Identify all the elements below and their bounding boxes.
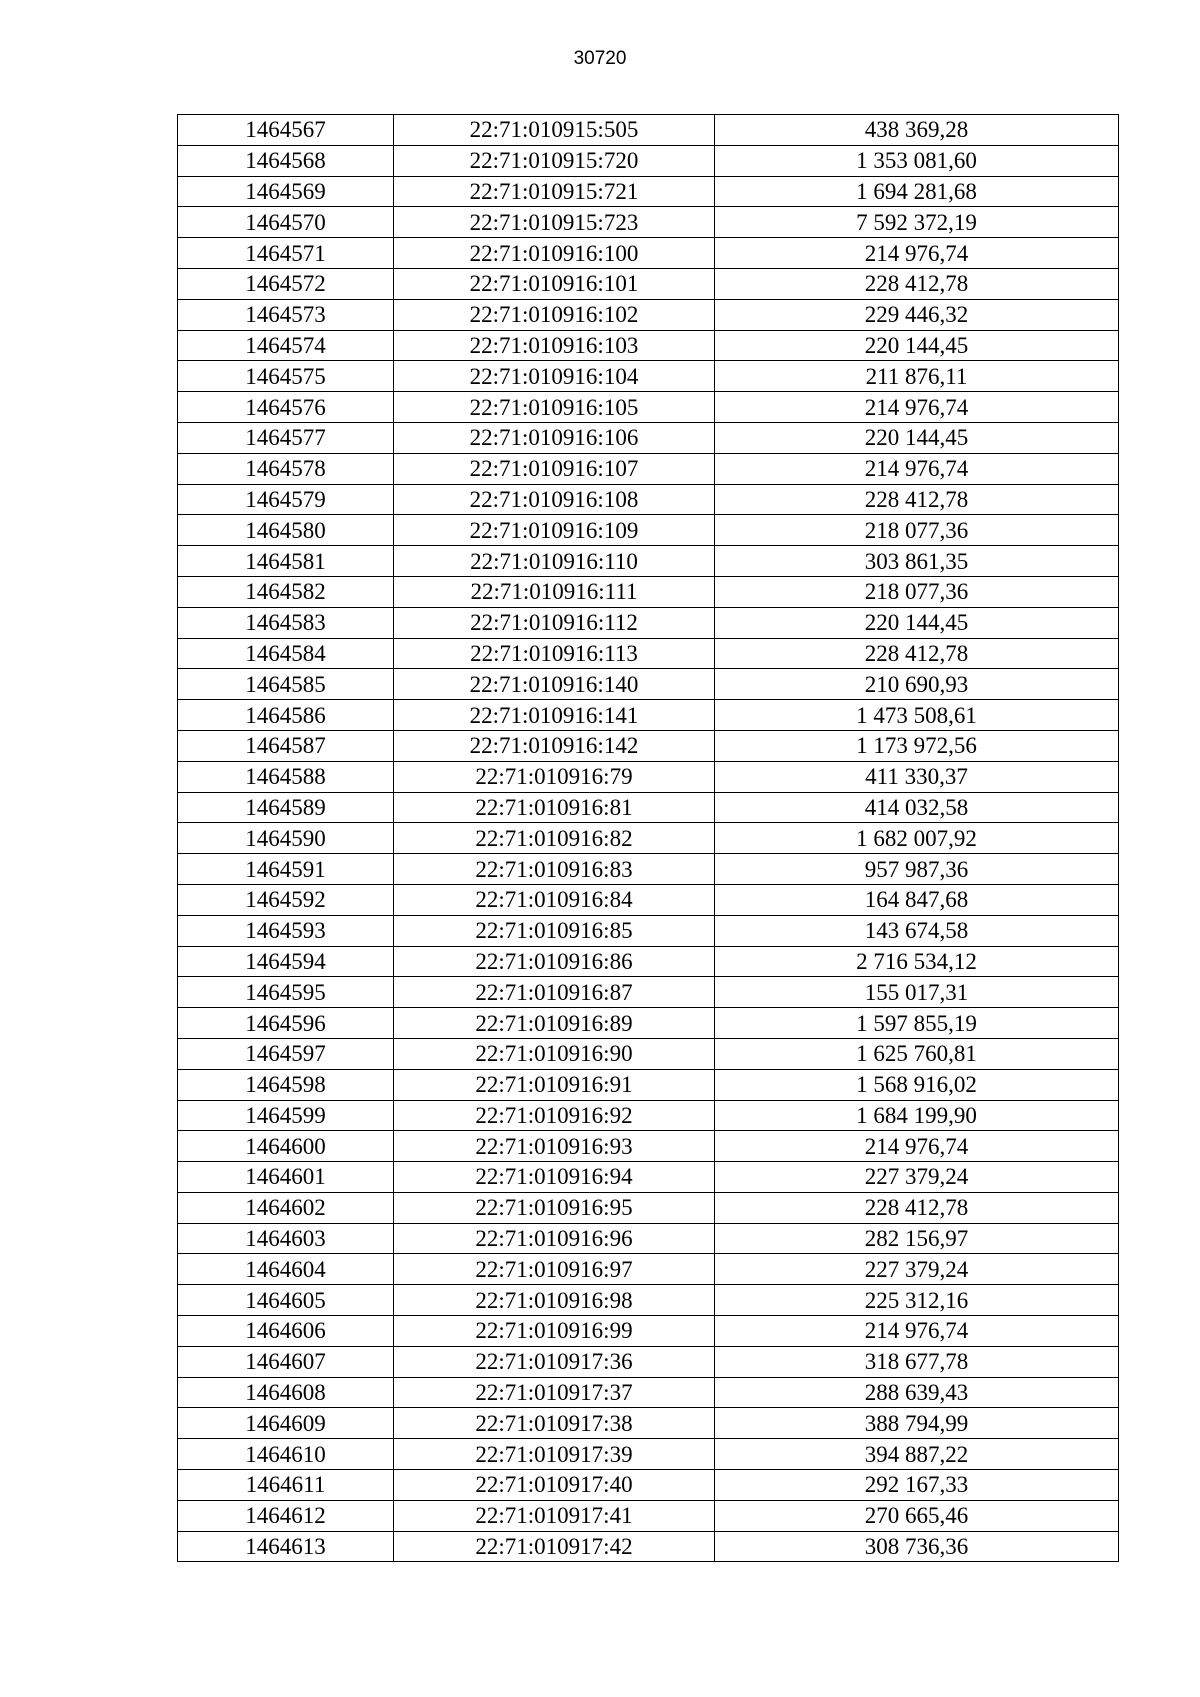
cadastral-value-cell: 143 674,58 bbox=[715, 915, 1119, 946]
cadastral-value-cell: 411 330,37 bbox=[715, 761, 1119, 792]
cadastral-number-cell: 22:71:010916:140 bbox=[394, 669, 715, 700]
record-number-cell: 1464567 bbox=[178, 115, 394, 146]
cadastral-number-cell: 22:71:010916:94 bbox=[394, 1162, 715, 1193]
cadastral-value-cell: 1 597 855,19 bbox=[715, 1008, 1119, 1039]
table-row bbox=[178, 669, 1119, 700]
table-row bbox=[178, 238, 1119, 269]
record-number-cell: 1464600 bbox=[178, 1131, 394, 1162]
record-number-cell: 1464603 bbox=[178, 1223, 394, 1254]
cadastral-number-cell: 22:71:010916:81 bbox=[394, 792, 715, 823]
cadastral-number-cell: 22:71:010916:111 bbox=[394, 576, 715, 607]
table-row bbox=[178, 145, 1119, 176]
cadastral-value-cell: 227 379,24 bbox=[715, 1254, 1119, 1285]
cadastral-value-cell: 1 694 281,68 bbox=[715, 176, 1119, 207]
record-number-cell: 1464610 bbox=[178, 1439, 394, 1470]
cadastral-number-cell: 22:71:010916:106 bbox=[394, 422, 715, 453]
table-row bbox=[178, 638, 1119, 669]
table-row bbox=[178, 268, 1119, 299]
record-number-cell: 1464582 bbox=[178, 576, 394, 607]
record-number-cell: 1464570 bbox=[178, 207, 394, 238]
record-number-cell: 1464585 bbox=[178, 669, 394, 700]
table-row bbox=[178, 1285, 1119, 1316]
table-row bbox=[178, 1223, 1119, 1254]
record-number-cell: 1464580 bbox=[178, 515, 394, 546]
record-number-cell: 1464577 bbox=[178, 422, 394, 453]
table-row bbox=[178, 607, 1119, 638]
record-number-cell: 1464572 bbox=[178, 268, 394, 299]
cadastral-value-cell: 388 794,99 bbox=[715, 1408, 1119, 1439]
cadastral-number-cell: 22:71:010917:41 bbox=[394, 1500, 715, 1531]
table-row bbox=[178, 1408, 1119, 1439]
cadastral-number-cell: 22:71:010917:40 bbox=[394, 1470, 715, 1501]
cadastral-value-cell: 218 077,36 bbox=[715, 515, 1119, 546]
table-row bbox=[178, 792, 1119, 823]
table-row bbox=[178, 1531, 1119, 1562]
cadastral-value-cell: 228 412,78 bbox=[715, 638, 1119, 669]
cadastral-value-cell: 214 976,74 bbox=[715, 1131, 1119, 1162]
cadastral-number-cell: 22:71:010916:100 bbox=[394, 238, 715, 269]
cadastral-value-cell: 1 684 199,90 bbox=[715, 1100, 1119, 1131]
table-row bbox=[178, 915, 1119, 946]
cadastral-number-cell: 22:71:010916:92 bbox=[394, 1100, 715, 1131]
record-number-cell: 1464606 bbox=[178, 1316, 394, 1347]
table-row bbox=[178, 515, 1119, 546]
cadastral-value-cell: 288 639,43 bbox=[715, 1377, 1119, 1408]
table-row bbox=[178, 1470, 1119, 1501]
table-row bbox=[178, 453, 1119, 484]
table-row bbox=[178, 1439, 1119, 1470]
table-row bbox=[178, 1192, 1119, 1223]
table-row bbox=[178, 361, 1119, 392]
record-number-cell: 1464571 bbox=[178, 238, 394, 269]
cadastral-value-cell: 318 677,78 bbox=[715, 1346, 1119, 1377]
cadastral-value-cell: 957 987,36 bbox=[715, 854, 1119, 885]
cadastral-value-cell: 1 473 508,61 bbox=[715, 700, 1119, 731]
record-number-cell: 1464612 bbox=[178, 1500, 394, 1531]
table-row bbox=[178, 1008, 1119, 1039]
table-row bbox=[178, 700, 1119, 731]
record-number-cell: 1464599 bbox=[178, 1100, 394, 1131]
cadastral-number-cell: 22:71:010916:90 bbox=[394, 1038, 715, 1069]
table-row bbox=[178, 977, 1119, 1008]
record-number-cell: 1464574 bbox=[178, 330, 394, 361]
table-row bbox=[178, 1100, 1119, 1131]
cadastral-number-cell: 22:71:010916:79 bbox=[394, 761, 715, 792]
record-number-cell: 1464609 bbox=[178, 1408, 394, 1439]
table-row bbox=[178, 1377, 1119, 1408]
cadastral-value-cell: 210 690,93 bbox=[715, 669, 1119, 700]
cadastral-value-cell: 270 665,46 bbox=[715, 1500, 1119, 1531]
cadastral-value-cell: 214 976,74 bbox=[715, 1316, 1119, 1347]
table-row bbox=[178, 884, 1119, 915]
record-number-cell: 1464598 bbox=[178, 1069, 394, 1100]
cadastral-number-cell: 22:71:010917:39 bbox=[394, 1439, 715, 1470]
cadastral-number-cell: 22:71:010916:89 bbox=[394, 1008, 715, 1039]
cadastral-number-cell: 22:71:010916:99 bbox=[394, 1316, 715, 1347]
record-number-cell: 1464604 bbox=[178, 1254, 394, 1285]
record-number-cell: 1464590 bbox=[178, 823, 394, 854]
table-row bbox=[178, 422, 1119, 453]
record-number-cell: 1464605 bbox=[178, 1285, 394, 1316]
cadastral-value-cell: 164 847,68 bbox=[715, 884, 1119, 915]
cadastral-number-cell: 22:71:010916:86 bbox=[394, 946, 715, 977]
cadastral-value-cell: 220 144,45 bbox=[715, 422, 1119, 453]
table-row bbox=[178, 761, 1119, 792]
record-number-cell: 1464601 bbox=[178, 1162, 394, 1193]
cadastral-value-cell: 211 876,11 bbox=[715, 361, 1119, 392]
record-number-cell: 1464608 bbox=[178, 1377, 394, 1408]
table-row bbox=[178, 576, 1119, 607]
record-number-cell: 1464575 bbox=[178, 361, 394, 392]
cadastral-number-cell: 22:71:010916:101 bbox=[394, 268, 715, 299]
cadastral-value-cell: 394 887,22 bbox=[715, 1439, 1119, 1470]
cadastral-value-cell: 220 144,45 bbox=[715, 607, 1119, 638]
record-number-cell: 1464568 bbox=[178, 145, 394, 176]
table-row bbox=[178, 546, 1119, 577]
cadastral-value-cell: 282 156,97 bbox=[715, 1223, 1119, 1254]
cadastral-number-cell: 22:71:010916:142 bbox=[394, 730, 715, 761]
table-row bbox=[178, 392, 1119, 423]
cadastral-value-cell: 438 369,28 bbox=[715, 115, 1119, 146]
cadastral-number-cell: 22:71:010916:87 bbox=[394, 977, 715, 1008]
record-number-cell: 1464592 bbox=[178, 884, 394, 915]
cadastral-number-cell: 22:71:010916:98 bbox=[394, 1285, 715, 1316]
record-number-cell: 1464602 bbox=[178, 1192, 394, 1223]
cadastral-value-cell: 303 861,35 bbox=[715, 546, 1119, 577]
cadastral-value-cell: 220 144,45 bbox=[715, 330, 1119, 361]
record-number-cell: 1464579 bbox=[178, 484, 394, 515]
cadastral-number-cell: 22:71:010915:720 bbox=[394, 145, 715, 176]
cadastral-value-cell: 228 412,78 bbox=[715, 1192, 1119, 1223]
cadastral-number-cell: 22:71:010916:96 bbox=[394, 1223, 715, 1254]
cadastral-value-cell: 214 976,74 bbox=[715, 392, 1119, 423]
cadastral-value-cell: 1 682 007,92 bbox=[715, 823, 1119, 854]
cadastral-number-cell: 22:71:010916:85 bbox=[394, 915, 715, 946]
cadastral-number-cell: 22:71:010916:112 bbox=[394, 607, 715, 638]
table-row bbox=[178, 854, 1119, 885]
cadastral-number-cell: 22:71:010917:37 bbox=[394, 1377, 715, 1408]
cadastral-number-cell: 22:71:010915:723 bbox=[394, 207, 715, 238]
record-number-cell: 1464581 bbox=[178, 546, 394, 577]
cadastral-value-cell: 414 032,58 bbox=[715, 792, 1119, 823]
record-number-cell: 1464607 bbox=[178, 1346, 394, 1377]
record-number-cell: 1464596 bbox=[178, 1008, 394, 1039]
table-row bbox=[178, 823, 1119, 854]
record-number-cell: 1464597 bbox=[178, 1038, 394, 1069]
record-number-cell: 1464583 bbox=[178, 607, 394, 638]
table-row bbox=[178, 1500, 1119, 1531]
cadastral-number-cell: 22:71:010916:95 bbox=[394, 1192, 715, 1223]
record-number-cell: 1464594 bbox=[178, 946, 394, 977]
table-row bbox=[178, 484, 1119, 515]
cadastral-value-cell: 308 736,36 bbox=[715, 1531, 1119, 1562]
cadastral-number-cell: 22:71:010916:109 bbox=[394, 515, 715, 546]
record-number-cell: 1464586 bbox=[178, 700, 394, 731]
cadastral-value-cell: 214 976,74 bbox=[715, 453, 1119, 484]
table-row bbox=[178, 115, 1119, 146]
cadastral-value-cell: 228 412,78 bbox=[715, 484, 1119, 515]
table-row bbox=[178, 1346, 1119, 1377]
record-number-cell: 1464578 bbox=[178, 453, 394, 484]
cadastral-number-cell: 22:71:010915:721 bbox=[394, 176, 715, 207]
cadastral-value-cell: 1 625 760,81 bbox=[715, 1038, 1119, 1069]
record-number-cell: 1464593 bbox=[178, 915, 394, 946]
table-row bbox=[178, 946, 1119, 977]
record-number-cell: 1464584 bbox=[178, 638, 394, 669]
cadastral-value-cell: 218 077,36 bbox=[715, 576, 1119, 607]
cadastral-value-cell: 7 592 372,19 bbox=[715, 207, 1119, 238]
record-number-cell: 1464569 bbox=[178, 176, 394, 207]
cadastral-number-cell: 22:71:010915:505 bbox=[394, 115, 715, 146]
record-number-cell: 1464591 bbox=[178, 854, 394, 885]
registry-table bbox=[177, 114, 1119, 1562]
cadastral-number-cell: 22:71:010916:83 bbox=[394, 854, 715, 885]
record-number-cell: 1464587 bbox=[178, 730, 394, 761]
cadastral-number-cell: 22:71:010916:103 bbox=[394, 330, 715, 361]
cadastral-value-cell: 1 568 916,02 bbox=[715, 1069, 1119, 1100]
cadastral-number-cell: 22:71:010916:93 bbox=[394, 1131, 715, 1162]
cadastral-value-cell: 214 976,74 bbox=[715, 238, 1119, 269]
cadastral-value-cell: 228 412,78 bbox=[715, 268, 1119, 299]
table-row bbox=[178, 730, 1119, 761]
cadastral-number-cell: 22:71:010917:38 bbox=[394, 1408, 715, 1439]
cadastral-number-cell: 22:71:010916:102 bbox=[394, 299, 715, 330]
cadastral-value-cell: 1 353 081,60 bbox=[715, 145, 1119, 176]
record-number-cell: 1464573 bbox=[178, 299, 394, 330]
table-row bbox=[178, 330, 1119, 361]
cadastral-number-cell: 22:71:010916:105 bbox=[394, 392, 715, 423]
cadastral-number-cell: 22:71:010916:113 bbox=[394, 638, 715, 669]
record-number-cell: 1464588 bbox=[178, 761, 394, 792]
cadastral-value-cell: 225 312,16 bbox=[715, 1285, 1119, 1316]
record-number-cell: 1464611 bbox=[178, 1470, 394, 1501]
record-number-cell: 1464576 bbox=[178, 392, 394, 423]
cadastral-number-cell: 22:71:010916:97 bbox=[394, 1254, 715, 1285]
cadastral-value-cell: 227 379,24 bbox=[715, 1162, 1119, 1193]
table-row bbox=[178, 1131, 1119, 1162]
page-number: 30720 bbox=[573, 48, 627, 69]
cadastral-number-cell: 22:71:010917:42 bbox=[394, 1531, 715, 1562]
cadastral-value-cell: 2 716 534,12 bbox=[715, 946, 1119, 977]
cadastral-value-cell: 292 167,33 bbox=[715, 1470, 1119, 1501]
cadastral-number-cell: 22:71:010916:82 bbox=[394, 823, 715, 854]
table-row bbox=[178, 176, 1119, 207]
cadastral-number-cell: 22:71:010916:108 bbox=[394, 484, 715, 515]
cadastral-number-cell: 22:71:010917:36 bbox=[394, 1346, 715, 1377]
record-number-cell: 1464613 bbox=[178, 1531, 394, 1562]
table-row bbox=[178, 1254, 1119, 1285]
cadastral-value-cell: 1 173 972,56 bbox=[715, 730, 1119, 761]
table-row bbox=[178, 207, 1119, 238]
registry-table-body bbox=[178, 115, 1119, 1562]
cadastral-number-cell: 22:71:010916:110 bbox=[394, 546, 715, 577]
record-number-cell: 1464595 bbox=[178, 977, 394, 1008]
cadastral-number-cell: 22:71:010916:141 bbox=[394, 700, 715, 731]
cadastral-value-cell: 155 017,31 bbox=[715, 977, 1119, 1008]
table-row bbox=[178, 1038, 1119, 1069]
table-row bbox=[178, 1069, 1119, 1100]
cadastral-value-cell: 229 446,32 bbox=[715, 299, 1119, 330]
cadastral-number-cell: 22:71:010916:107 bbox=[394, 453, 715, 484]
cadastral-number-cell: 22:71:010916:104 bbox=[394, 361, 715, 392]
table-row bbox=[178, 1162, 1119, 1193]
cadastral-number-cell: 22:71:010916:84 bbox=[394, 884, 715, 915]
cadastral-number-cell: 22:71:010916:91 bbox=[394, 1069, 715, 1100]
table-row bbox=[178, 1316, 1119, 1347]
record-number-cell: 1464589 bbox=[178, 792, 394, 823]
table-row bbox=[178, 299, 1119, 330]
